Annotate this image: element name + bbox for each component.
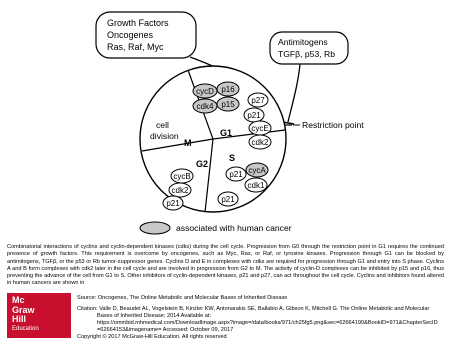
cdk2-g1-label: cdk2: [251, 138, 269, 147]
antimitogens-line-2: TGFβ, p53, Rb: [278, 49, 336, 59]
source-line: Source: Oncogenes, The Online Metabolic and Molecular Bases of Inherited Disease: [77, 295, 288, 301]
phase-g1-label: G1: [220, 128, 233, 138]
citation-line-2: Bases of Inherited Disease; 2014 Available at:: [97, 313, 212, 320]
phase-s-label: S: [229, 153, 236, 163]
p21-s-label: p21: [229, 170, 243, 179]
cdk2-g2-label: cdk2: [171, 186, 189, 195]
growth-box-line-2: Oncogenes: [107, 30, 154, 40]
citation-block: [77, 306, 445, 341]
publisher-logo: [7, 293, 71, 338]
figure-caption: Combinatorial interactions of cyclins and cyclin-dependent kinases (cdks) during the cell cycle. Progression from G0 through the restriction point in G1 requires the continued presence of growth factors. This requirement is overcome by oncogenes, such as Myc, Ras, or Raf, or tyrosine kinases. Progression through G1 can be blocked by antimitogens, TGFβ, or the p53 or Rb tumor-suppressor genes. Cyclins D and E in complexes with cdks are required for progression through G1 and entry into S phase. Cyclins A and B form complexes with cdk2 later in the cell cycle and are involved in progression from G2 to M. The activity of cyclin-D complexes can be inhibited by p15 and p16, thus preventing the advance of the cell from G1 to S. Other inhibitors of cyclin-dependent kinases, p21 and p27, can act throughout the cell cycle. Cyclins and inhibitors found altered in human cancers are shown in: [7, 244, 444, 287]
phase-m-label: M: [184, 138, 192, 148]
cycE-label: cycE: [251, 124, 269, 133]
logo-line-1: Mc: [12, 295, 25, 305]
citation-line-1: Citation: Valle D, Beaudet AL, Vogelstein B, Kinzler KW, Antonarakis SE, Ballabio A, Gibson K, Mitchell G. The Online Metabolic and Molecular: [77, 306, 430, 312]
antimitogen-inhibition-line: [288, 64, 300, 122]
logo-line-2: Graw: [12, 304, 35, 315]
legend-swatch: [140, 222, 170, 234]
logo-line-4: Education: [12, 325, 39, 332]
cdk1-s-label: cdk1: [247, 181, 265, 190]
legend-label: associated with human cancer: [176, 223, 292, 233]
cycB-label: cycB: [173, 172, 191, 181]
growth-box-line-1: Growth Factors: [107, 18, 169, 28]
p27-g1-label: p27: [251, 96, 265, 105]
logo-line-3: Hill: [12, 314, 27, 325]
p21-g2-label: p21: [166, 199, 180, 208]
antimitogens-line-1: Antimitogens: [278, 37, 328, 47]
citation-url-1[interactable]: https://ommbid.mhmedical.com/DownloadImage.aspx?image=/data/books/971/ch25fg5.png&sec=62664190&BookID=971&ChapterSecID: [97, 320, 438, 327]
cycD-label: cycD: [196, 87, 214, 96]
phase-g2-label: G2: [196, 159, 209, 169]
p21-g1-label: p21: [247, 111, 261, 120]
restriction-point-label: Restriction point: [302, 120, 364, 130]
cycA-label: cycA: [248, 166, 266, 175]
citation-url-2[interactable]: =62664153&imagename= Accessed: October 09, 2017: [97, 327, 234, 334]
cdk4-label: cdk4: [196, 102, 214, 111]
p21-bottom-label: p21: [221, 195, 235, 204]
growth-box-line-3: Ras, Raf, Myc: [107, 42, 164, 52]
p15-label: p15: [221, 100, 235, 109]
p16-label: p16: [221, 85, 235, 94]
copyright-line: Copyright © 2017 McGraw-Hill Education. All rights reserved: [77, 334, 227, 341]
division-label: division: [150, 131, 179, 141]
cell-label: cell: [156, 120, 169, 130]
